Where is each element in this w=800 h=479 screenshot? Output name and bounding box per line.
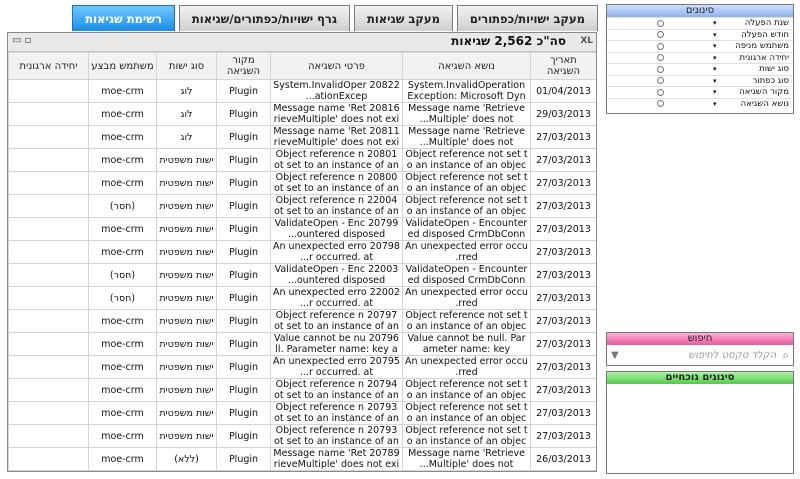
filter-item[interactable]: [607, 52, 793, 64]
table-cell: [157, 402, 217, 425]
table-cell: [157, 241, 217, 264]
cell-text: 20798 An unexpected error occurred. at...: [273, 241, 400, 263]
cell-text: 20794 Object reference not set to an instance of an: [274, 379, 399, 401]
cell-text: ישות משפטית: [159, 223, 214, 235]
cell-text: לוג: [180, 108, 193, 120]
cell-text: לוג: [180, 85, 193, 97]
filter-item[interactable]: [607, 17, 793, 29]
filter-value[interactable]: [607, 43, 713, 50]
window-controls-icon[interactable]: ▭ ▫: [12, 35, 32, 46]
cell-text: 22002 An unexpected error occurred. at...: [273, 287, 400, 309]
column-header[interactable]: סוג ישות: [157, 53, 217, 80]
tab-error-list[interactable]: רשימת שגיאות: [72, 5, 175, 31]
cell-text: ישות משפטית: [159, 200, 214, 212]
cell-text: Message name 'RetrieveMultiple' does not...: [408, 448, 525, 470]
table-cell: [9, 80, 89, 103]
tab-bar: [72, 5, 598, 31]
search-title: חיפוש: [607, 333, 793, 345]
table-cell: 27/03/2013: [531, 172, 597, 195]
table-cell: [403, 103, 531, 126]
filter-label: יחידה ארגונית: [739, 52, 789, 63]
cell-text: Object reference not set to an instance of an objec: [405, 425, 528, 447]
table-cell: [403, 379, 531, 402]
table-cell: moe-crm: [89, 103, 157, 126]
filter-label: סוג כפתור: [752, 75, 789, 86]
table-cell: [271, 310, 403, 333]
table-cell: [271, 195, 403, 218]
cell-text: ישות משפטית: [159, 246, 214, 258]
table-row[interactable]: [9, 356, 597, 379]
cell-text: Message name 'RetrieveMultiple' does not...: [408, 103, 525, 125]
table-row[interactable]: [9, 241, 597, 264]
cell-text: ישות משפטית: [159, 292, 214, 304]
table-cell: [403, 402, 531, 425]
filter-radio-icon[interactable]: [657, 54, 664, 61]
table-row[interactable]: [9, 80, 597, 103]
cell-text: Object reference not set to an instance of an objec: [405, 402, 528, 424]
table-cell: [403, 149, 531, 172]
table-cell: Plugin: [217, 356, 271, 379]
filter-item[interactable]: [607, 86, 793, 98]
table-cell: Plugin: [217, 333, 271, 356]
filter-item[interactable]: [607, 75, 793, 87]
panel-titlebar: [8, 33, 596, 52]
error-table: [8, 52, 597, 471]
table-cell: [403, 264, 531, 287]
cell-text: 20822 System.InvalidOperationExcep...: [273, 80, 400, 102]
cell-text: 20816 Message name 'RetrieveMultiple' does not exi: [273, 103, 400, 125]
table-cell: Plugin: [217, 310, 271, 333]
error-list-panel: [7, 32, 597, 472]
table-row[interactable]: [9, 448, 597, 471]
search-box[interactable]: [607, 345, 793, 365]
table-row[interactable]: [9, 310, 597, 333]
table-cell: Plugin: [217, 287, 271, 310]
table-cell: moe-crm: [89, 218, 157, 241]
table-cell: 27/03/2013: [531, 310, 597, 333]
table-cell: [403, 241, 531, 264]
table-cell: 26/03/2013: [531, 448, 597, 471]
cell-text: ValidateOpen - Encountered disposed CrmDbConn: [405, 264, 528, 286]
table-cell: [157, 379, 217, 402]
table-cell: [9, 126, 89, 149]
table-cell: [403, 356, 531, 379]
table-cell: moe-crm: [89, 356, 157, 379]
filters-title: סינונים: [607, 5, 793, 17]
table-cell: 27/03/2013: [531, 241, 597, 264]
table-row[interactable]: [9, 103, 597, 126]
cell-text: Value cannot be null. Parameter name: key: [407, 333, 526, 355]
filter-radio-icon[interactable]: [657, 100, 664, 107]
table-cell: [9, 172, 89, 195]
cell-text: ישות משפטית: [159, 269, 214, 281]
table-cell: moe-crm: [89, 80, 157, 103]
table-row[interactable]: [9, 149, 597, 172]
table-cell: Plugin: [217, 264, 271, 287]
table-cell: [9, 379, 89, 402]
filter-value[interactable]: [607, 20, 713, 27]
table-cell: [9, 264, 89, 287]
table-cell: [9, 195, 89, 218]
table-cell: [157, 264, 217, 287]
cell-text: 20795 An unexpected error occurred. at...: [273, 356, 400, 378]
table-cell: [9, 287, 89, 310]
table-body: [9, 80, 597, 471]
table-cell: [271, 80, 403, 103]
cell-text: 20797 Object reference not set to an instance of an: [274, 310, 399, 332]
table-cell: 29/03/2013: [531, 103, 597, 126]
table-cell: Plugin: [217, 172, 271, 195]
table-cell: [271, 448, 403, 471]
filter-dropdown-icon[interactable]: ▾: [713, 30, 717, 39]
table-cell: (חסר): [89, 287, 157, 310]
table-cell: [9, 310, 89, 333]
cell-text: ישות משפטית: [159, 384, 214, 396]
filter-dropdown-icon[interactable]: ▾: [713, 99, 717, 108]
table-cell: [271, 287, 403, 310]
table-cell: [271, 103, 403, 126]
table-cell: Plugin: [217, 379, 271, 402]
table-cell: 27/03/2013: [531, 218, 597, 241]
table-cell: (חסר): [89, 264, 157, 287]
cell-text: ישות משפטית: [159, 361, 214, 373]
filter-radio-icon[interactable]: [657, 77, 664, 84]
table-cell: Plugin: [217, 149, 271, 172]
table-cell: [9, 241, 89, 264]
table-cell: Plugin: [217, 448, 271, 471]
table-cell: moe-crm: [89, 241, 157, 264]
cell-text: ישות משפטית: [159, 430, 214, 442]
table-cell: [271, 333, 403, 356]
current-filters-panel: [606, 371, 794, 474]
table-cell: [9, 425, 89, 448]
table-cell: Plugin: [217, 241, 271, 264]
table-cell: [9, 356, 89, 379]
filter-label: נושא השגיאה: [740, 98, 789, 109]
column-header[interactable]: נושא השגיאה: [403, 53, 531, 80]
cell-text: Object reference not set to an instance of an objec: [405, 310, 528, 332]
table-cell: [271, 356, 403, 379]
filter-radio-icon[interactable]: [657, 43, 664, 50]
export-excel-icon[interactable]: XL: [580, 36, 593, 46]
filter-label: חודש הפעלה: [741, 29, 789, 40]
cell-text: ישות משפטית: [159, 338, 214, 350]
filter-label: שנת הפעלה: [744, 18, 789, 29]
table-cell: [271, 126, 403, 149]
table-cell: moe-crm: [89, 149, 157, 172]
table-row[interactable]: [9, 172, 597, 195]
cell-text: Message name 'RetrieveMultiple' does not...: [408, 126, 525, 148]
table-cell: [157, 356, 217, 379]
total-errors: סה"כ 2,562 שגיאות: [451, 34, 566, 48]
filter-radio-icon[interactable]: [657, 31, 664, 38]
filter-item[interactable]: [607, 98, 793, 110]
tab-entity-tracking[interactable]: מעקב ישויות/כפתורים: [457, 5, 598, 31]
table-cell: Plugin: [217, 195, 271, 218]
table-cell: [9, 448, 89, 471]
cell-text: 22004 Object reference not set to an instance of an: [274, 195, 399, 217]
table-cell: [403, 425, 531, 448]
table-cell: [271, 149, 403, 172]
cell-text: Object reference not set to an instance of an objec: [405, 379, 528, 401]
cell-text: An unexpected error occurred.: [405, 287, 528, 309]
table-cell: [403, 80, 531, 103]
filter-radio-icon[interactable]: [657, 66, 664, 73]
cell-text: ישות משפטית: [159, 154, 214, 166]
table-cell: moe-crm: [89, 448, 157, 471]
cell-text: ישות משפטית: [159, 407, 214, 419]
filter-value[interactable]: [607, 77, 713, 84]
cell-text: 22003 ValidateOpen - Encountered disposed...: [274, 264, 399, 286]
cell-text: 20799 ValidateOpen - Encountered disposed...: [274, 218, 399, 240]
table-cell: moe-crm: [89, 425, 157, 448]
table-row[interactable]: [9, 264, 597, 287]
table-cell: Plugin: [217, 425, 271, 448]
table-cell: [271, 402, 403, 425]
table-cell: [271, 264, 403, 287]
filter-dropdown-icon[interactable]: ▾: [713, 53, 717, 62]
cell-text: Object reference not set to an instance of an objec: [405, 195, 528, 217]
table-cell: 27/03/2013: [531, 379, 597, 402]
cell-text: 20789 Message name 'RetrieveMultiple' does not exi: [273, 448, 400, 470]
table-cell: [157, 149, 217, 172]
filter-label: סוג ישות: [759, 64, 789, 75]
filter-label: משתמש מניפה: [735, 41, 789, 52]
table-cell: [403, 333, 531, 356]
table-cell: [271, 425, 403, 448]
cell-text: 20793 Object reference not set to an instance of an: [274, 425, 399, 447]
table-cell: 27/03/2013: [531, 356, 597, 379]
cell-text: An unexpected error occurred.: [405, 241, 528, 263]
filter-dropdown-icon[interactable]: ▾: [713, 88, 717, 97]
cell-text: An unexpected error occurred.: [405, 356, 528, 378]
search-input[interactable]: הקלד טקסט לחיפוש: [688, 349, 777, 361]
filter-label: מקור השגיאה: [739, 87, 789, 98]
table-cell: [157, 310, 217, 333]
search-icon[interactable]: ⌕: [782, 347, 789, 362]
table-cell: [157, 425, 217, 448]
current-filters-title: סינונים נוכחיים: [607, 372, 793, 384]
table-row[interactable]: [9, 126, 597, 149]
column-header[interactable]: פרטי השגיאה: [271, 53, 403, 80]
filter-value[interactable]: [607, 89, 713, 96]
cell-text: ישות משפטית: [159, 177, 214, 189]
column-header[interactable]: מקור השגיאה: [217, 53, 271, 80]
cell-text: 20796 Value cannot be null. Parameter name: key a: [274, 333, 399, 355]
cell-text: ישות משפטית: [159, 315, 214, 327]
filter-dropdown-icon[interactable]: ▾: [713, 65, 717, 74]
table-cell: [157, 80, 217, 103]
table-cell: 27/03/2013: [531, 402, 597, 425]
filter-dropdown-icon[interactable]: ▾: [713, 76, 717, 85]
table-row[interactable]: [9, 287, 597, 310]
cell-text: Object reference not set to an instance of an objec: [405, 149, 528, 171]
filter-value[interactable]: [607, 54, 713, 61]
table-cell: 27/03/2013: [531, 264, 597, 287]
table-row[interactable]: [9, 402, 597, 425]
cell-text: 20801 Object reference not set to an instance of an: [274, 149, 399, 171]
table-cell: [403, 126, 531, 149]
table-cell: Plugin: [217, 218, 271, 241]
table-row[interactable]: [9, 333, 597, 356]
table-cell: [9, 103, 89, 126]
table-row[interactable]: [9, 218, 597, 241]
table-cell: 27/03/2013: [531, 149, 597, 172]
cell-text: לוג: [180, 131, 193, 143]
cell-text: (ללא): [174, 453, 199, 465]
table-cell: [157, 448, 217, 471]
table-row[interactable]: [9, 425, 597, 448]
table-cell: [9, 218, 89, 241]
filter-radio-icon[interactable]: [657, 20, 664, 27]
table-cell: moe-crm: [89, 333, 157, 356]
table-cell: [403, 448, 531, 471]
filter-dropdown-icon[interactable]: ▾: [713, 19, 717, 28]
filter-value[interactable]: [607, 66, 713, 73]
table-cell: [403, 310, 531, 333]
filter-item[interactable]: [607, 40, 793, 52]
column-header[interactable]: תאריך השגיאה: [531, 53, 597, 80]
table-cell: 27/03/2013: [531, 126, 597, 149]
table-cell: [157, 287, 217, 310]
table-cell: [403, 218, 531, 241]
filter-item[interactable]: [607, 63, 793, 75]
table-cell: moe-crm: [89, 126, 157, 149]
cell-text: System.InvalidOperationException: Microsoft Dyn: [407, 80, 526, 102]
column-header[interactable]: משתמש מבצע: [89, 53, 157, 80]
table-cell: 27/03/2013: [531, 195, 597, 218]
table-cell: 01/04/2013: [531, 80, 597, 103]
table-cell: [403, 195, 531, 218]
cell-text: 20793 Object reference not set to an instance of an: [274, 402, 399, 424]
chevron-down-icon[interactable]: ▼: [611, 349, 619, 361]
table-cell: [157, 333, 217, 356]
table-cell: [157, 126, 217, 149]
table-cell: 27/03/2013: [531, 425, 597, 448]
column-header[interactable]: יחידה ארגונית: [9, 53, 89, 80]
table-cell: [157, 218, 217, 241]
cell-text: ValidateOpen - Encountered disposed CrmDbConn: [405, 218, 528, 240]
table-cell: 27/03/2013: [531, 287, 597, 310]
table-cell: [157, 195, 217, 218]
table-cell: Plugin: [217, 103, 271, 126]
filter-radio-icon[interactable]: [657, 89, 664, 96]
table-cell: [271, 218, 403, 241]
table-header-row: [9, 53, 597, 80]
table-cell: moe-crm: [89, 402, 157, 425]
filter-value[interactable]: [607, 31, 713, 38]
table-cell: 27/03/2013: [531, 333, 597, 356]
tab-graph[interactable]: גרף ישויות/כפתורים/שגיאות: [179, 5, 350, 31]
table-cell: [271, 241, 403, 264]
filters-panel: [606, 4, 794, 114]
table-cell: Plugin: [217, 80, 271, 103]
table-cell: [9, 149, 89, 172]
table-cell: [403, 287, 531, 310]
table-cell: [157, 172, 217, 195]
table-cell: Plugin: [217, 126, 271, 149]
tab-error-tracking[interactable]: מעקב שגיאות: [354, 5, 453, 31]
cell-text: 20811 Message name 'RetrieveMultiple' does not exi: [273, 126, 400, 148]
filter-dropdown-icon[interactable]: ▾: [713, 42, 717, 51]
cell-text: 20800 Object reference not set to an instance of an: [274, 172, 399, 194]
table-cell: Plugin: [217, 402, 271, 425]
filter-value[interactable]: [607, 100, 713, 107]
table-cell: [9, 333, 89, 356]
search-panel: [606, 332, 794, 366]
table-cell: [9, 402, 89, 425]
table-cell: [271, 379, 403, 402]
table-cell: [403, 172, 531, 195]
table-cell: [157, 103, 217, 126]
table-cell: (חסר): [89, 195, 157, 218]
filter-item[interactable]: [607, 29, 793, 41]
table-cell: [271, 172, 403, 195]
table-cell: moe-crm: [89, 310, 157, 333]
table-row[interactable]: [9, 379, 597, 402]
table-row[interactable]: [9, 195, 597, 218]
table-cell: moe-crm: [89, 379, 157, 402]
table-cell: moe-crm: [89, 172, 157, 195]
cell-text: Object reference not set to an instance of an objec: [405, 172, 528, 194]
